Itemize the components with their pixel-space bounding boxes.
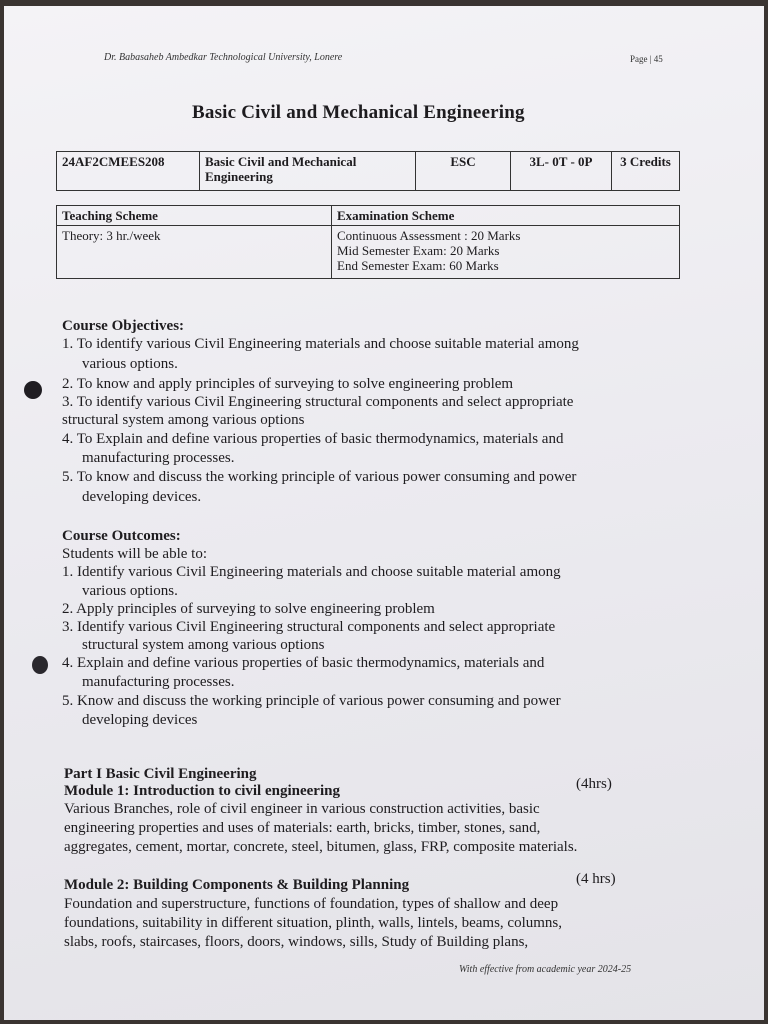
teaching-scheme-value: Theory: 3 hr./week [57,226,332,279]
page-title: Basic Civil and Mechanical Engineering [192,102,525,123]
course-type: ESC [416,152,511,191]
course-credits: 3 Credits [612,152,680,191]
university-header: Dr. Babasaheb Ambedkar Technological University, Lonere [104,52,343,63]
document-page [4,6,764,1020]
objective-line: developing devices. [82,489,202,505]
punch-hole-icon [32,656,48,674]
teaching-scheme-header: Teaching Scheme [57,206,332,226]
outcome-line: manufacturing processes. [82,674,235,690]
page-number: Page | 45 [630,54,663,64]
course-ltp: 3L- 0T - 0P [511,152,612,191]
exam-line: Mid Semester Exam: 20 Marks [337,243,500,258]
scheme-table [56,205,680,279]
objective-line: structural system among various options [62,412,305,428]
objective-line: 4. To Explain and define various properties of basic thermodynamics, materials and [62,431,564,447]
course-name [200,152,416,191]
module1-title: Module 1: Introduction to civil engineering [64,783,340,799]
outcome-line: 4. Explain and define various properties of basic thermodynamics, materials and [62,655,545,671]
objective-line: various options. [82,356,178,372]
module1-line: engineering properties and uses of materials: earth, bricks, timber, stones, sand, [64,820,541,836]
objective-line: 1. To identify various Civil Engineering materials and choose suitable material among [62,336,579,352]
objective-line: 3. To identify various Civil Engineering structural components and select appropriate [62,394,574,410]
course-code: 24AF2CMEES208 [57,152,200,191]
objective-line: 2. To know and apply principles of surveying to solve engineering problem [62,376,514,392]
course-name-line2: Engineering [205,169,273,184]
page-footer: With effective from academic year 2024-25 [459,964,632,975]
outcome-line: 1. Identify various Civil Engineering materials and choose suitable material among [62,564,561,580]
outcome-line: 5. Know and discuss the working principle of various power consuming and power [62,693,561,709]
module1-hours: (4hrs) [576,776,612,792]
module2-title: Module 2: Building Components & Building Planning [64,877,410,893]
outcome-line: 3. Identify various Civil Engineering structural components and select appropriate [62,619,556,635]
exam-line: End Semester Exam: 60 Marks [337,258,499,273]
exam-scheme-header: Examination Scheme [332,206,680,226]
outcomes-intro: Students will be able to: [62,546,207,562]
module2-line: Foundation and superstructure, functions of foundation, types of shallow and deep [64,896,559,912]
objective-line: 5. To know and discuss the working principle of various power consuming and power [62,469,577,485]
outcome-line: various options. [82,583,178,599]
module1-line: Various Branches, role of civil engineer in various construction activities, basic [64,801,540,817]
module2-line: slabs, roofs, staircases, floors, doors, windows, sills, Study of Building plans, [64,934,529,950]
course-name-line1: Basic Civil and Mechanical [205,154,357,169]
punch-hole-icon [24,381,42,399]
outcome-line: developing devices [82,712,198,728]
objectives-heading: Course Objectives: [62,318,185,334]
outcome-line: 2. Apply principles of surveying to solve engineering problem [62,601,435,617]
module2-hours: (4 hrs) [576,871,616,887]
outcome-line: structural system among various options [82,637,325,653]
objective-line: manufacturing processes. [82,450,235,466]
module1-line: aggregates, cement, mortar, concrete, steel, bitumen, glass, FRP, composite materials. [64,839,578,855]
exam-scheme-values [332,226,680,279]
outcomes-heading: Course Outcomes: [62,528,181,544]
part1-heading: Part I Basic Civil Engineering [64,766,257,782]
course-info-table [56,151,680,191]
exam-line: Continuous Assessment : 20 Marks [337,228,521,243]
module2-line: foundations, suitability in different situation, plinth, walls, lintels, beams, columns, [64,915,563,931]
